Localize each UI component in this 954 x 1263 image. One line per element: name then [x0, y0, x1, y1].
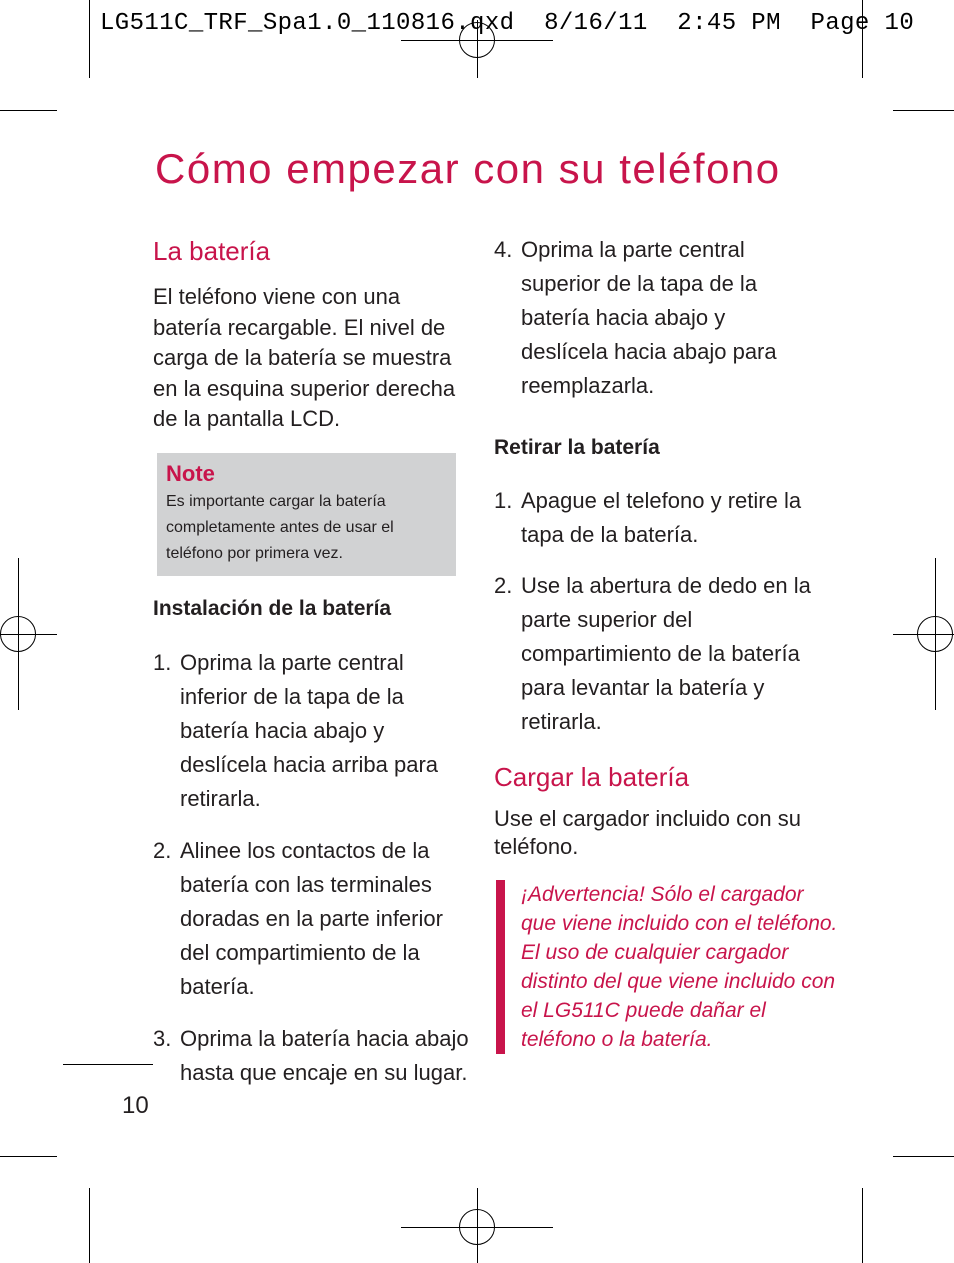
charge-heading: Cargar la batería [494, 762, 690, 792]
step-number: 1. [494, 488, 513, 513]
step-text: Alinee los contactos de la batería con las terminales doradas en la parte inferior del compartimiento de la batería. [180, 838, 443, 999]
note-title: Note [166, 461, 215, 486]
step-text: Oprima la parte central superior de la tapa de la batería hacia abajo y deslícela hacia abajo para reemplazarla. [521, 237, 777, 398]
step-number: 3. [153, 1026, 172, 1051]
step-number: 1. [153, 650, 172, 675]
step-text: Use la abertura de dedo en la parte superior del compartimiento de la batería para levantar la batería y retirarla. [521, 573, 811, 734]
charge-text: Use el cargador incluido con su teléfono. [494, 806, 801, 859]
list-item [494, 233, 814, 403]
list-item [153, 834, 471, 1004]
install-steps-list [153, 646, 471, 1090]
print-slug-line: LG511C_TRF_Spa1.0_110816.qxd 8/16/11 2:45 PM Page 10 [100, 10, 915, 37]
battery-heading: La batería [153, 236, 271, 266]
install-step-4 [494, 233, 814, 403]
note-box [157, 453, 456, 576]
list-item [153, 1022, 471, 1090]
remove-steps-list [494, 484, 814, 739]
warning-callout: ¡Advertencia! Sólo el cargador que viene incluido con el teléfono. El uso de cualquier cargador distinto del que viene incluido con el LG511C puede dañar el teléfono o la batería. [496, 880, 841, 1054]
note-text: Es importante cargar la batería completamente antes de usar el teléfono por primera vez. [166, 493, 394, 562]
list-item [153, 646, 471, 816]
step-text: Oprima la batería hacia abajo hasta que encaje en su lugar. [180, 1026, 469, 1085]
step-text: Oprima la parte central inferior de la tapa de la batería hacia abajo y deslícela hacia arriba para retirarla. [180, 650, 439, 811]
page-number: 10 [122, 1092, 149, 1119]
battery-intro: El teléfono viene con una batería recargable. El nivel de carga de la batería se muestra en la esquina superior derecha de la pantalla LCD. [153, 284, 456, 431]
step-number: 4. [494, 237, 513, 262]
step-number: 2. [153, 838, 172, 863]
step-text: Apague el telefono y retire la tapa de la batería. [521, 488, 802, 547]
list-item [494, 569, 814, 739]
remove-heading: Retirar la batería [494, 436, 660, 459]
list-item [494, 484, 814, 552]
page-title: Cómo empezar con su teléfono [155, 145, 781, 192]
install-heading: Instalación de la batería [153, 597, 392, 620]
step-number: 2. [494, 573, 513, 598]
